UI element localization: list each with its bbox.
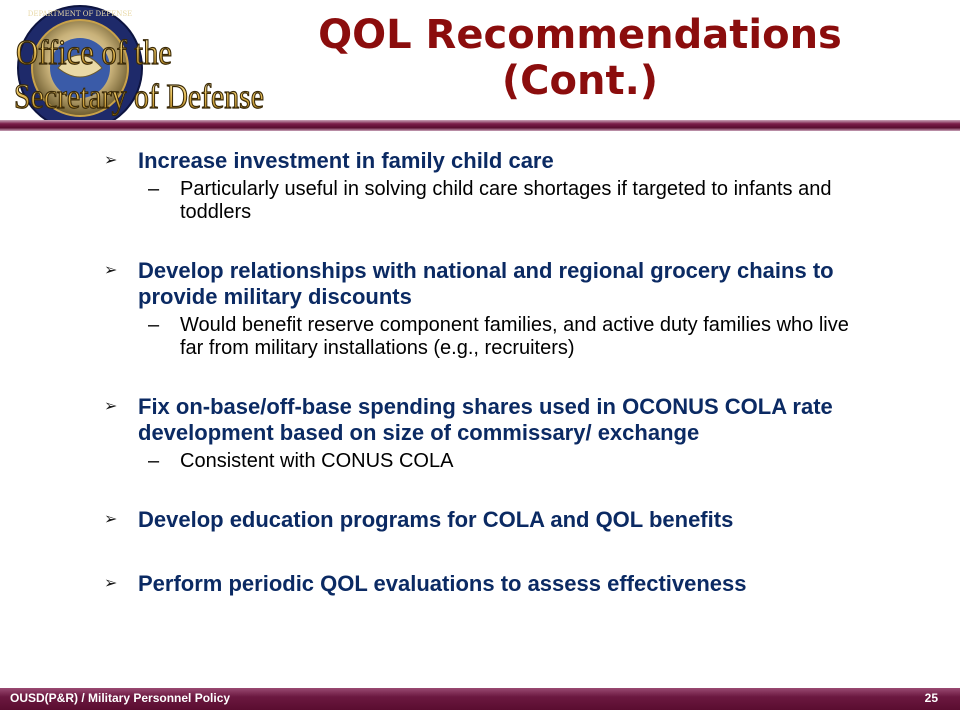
arrow-bullet-icon: ➢ xyxy=(104,398,118,415)
slide-title-line-1: QOL Recommendations xyxy=(318,12,842,58)
sub-bullet-item xyxy=(100,314,860,360)
bullet-text: Fix on-base/off-base spending shares used in OCONUS COLA rate development based on size of commissary/ exchange xyxy=(138,394,833,445)
arrow-bullet-icon: ➢ xyxy=(104,262,118,279)
arrow-bullet-icon: ➢ xyxy=(104,575,118,592)
arrow-bullet-icon: ➢ xyxy=(104,511,118,528)
osd-seal-logo xyxy=(8,2,264,132)
bullet-item xyxy=(100,258,860,310)
slide-title-line-2: (Cont.) xyxy=(501,58,659,104)
bullet-item xyxy=(100,148,860,174)
sub-bullet-text: Consistent with CONUS COLA xyxy=(180,450,454,472)
bullet-text: Develop education programs for COLA and QOL benefits xyxy=(138,507,734,532)
sub-bullet-item xyxy=(100,178,860,224)
bullet-list xyxy=(100,148,860,597)
footer-organization: OUSD(P&R) / Military Personnel Policy xyxy=(10,691,231,705)
arrow-bullet-icon: ➢ xyxy=(104,152,118,169)
logo-line-2: Secretary of Defense xyxy=(14,77,264,116)
dash-bullet-icon: – xyxy=(148,314,160,336)
header-divider xyxy=(0,120,960,131)
sub-bullet-item xyxy=(100,450,860,473)
dash-bullet-icon: – xyxy=(148,450,160,472)
bullet-item xyxy=(100,394,860,446)
bullet-item xyxy=(100,507,860,533)
logo-line-1: Office of the xyxy=(16,33,172,72)
footer-bar xyxy=(0,688,960,710)
bullet-text: Increase investment in family child care xyxy=(138,148,554,173)
slide-title xyxy=(300,12,860,104)
bullet-text: Develop relationships with national and regional grocery chains to provide military discounts xyxy=(138,258,834,309)
seal-top-text: DEPARTMENT OF DEFENSE xyxy=(27,10,133,18)
sub-bullet-text: Would benefit reserve component families, and active duty families who live far from military installations (e.g., recruiters) xyxy=(180,314,849,359)
bullet-text: Perform periodic QOL evaluations to assess effectiveness xyxy=(138,571,747,596)
bullet-item xyxy=(100,571,860,597)
sub-bullet-text: Particularly useful in solving child care shortages if targeted to infants and toddlers xyxy=(180,178,832,223)
dash-bullet-icon: – xyxy=(148,178,160,200)
page-number: 25 xyxy=(924,691,938,705)
